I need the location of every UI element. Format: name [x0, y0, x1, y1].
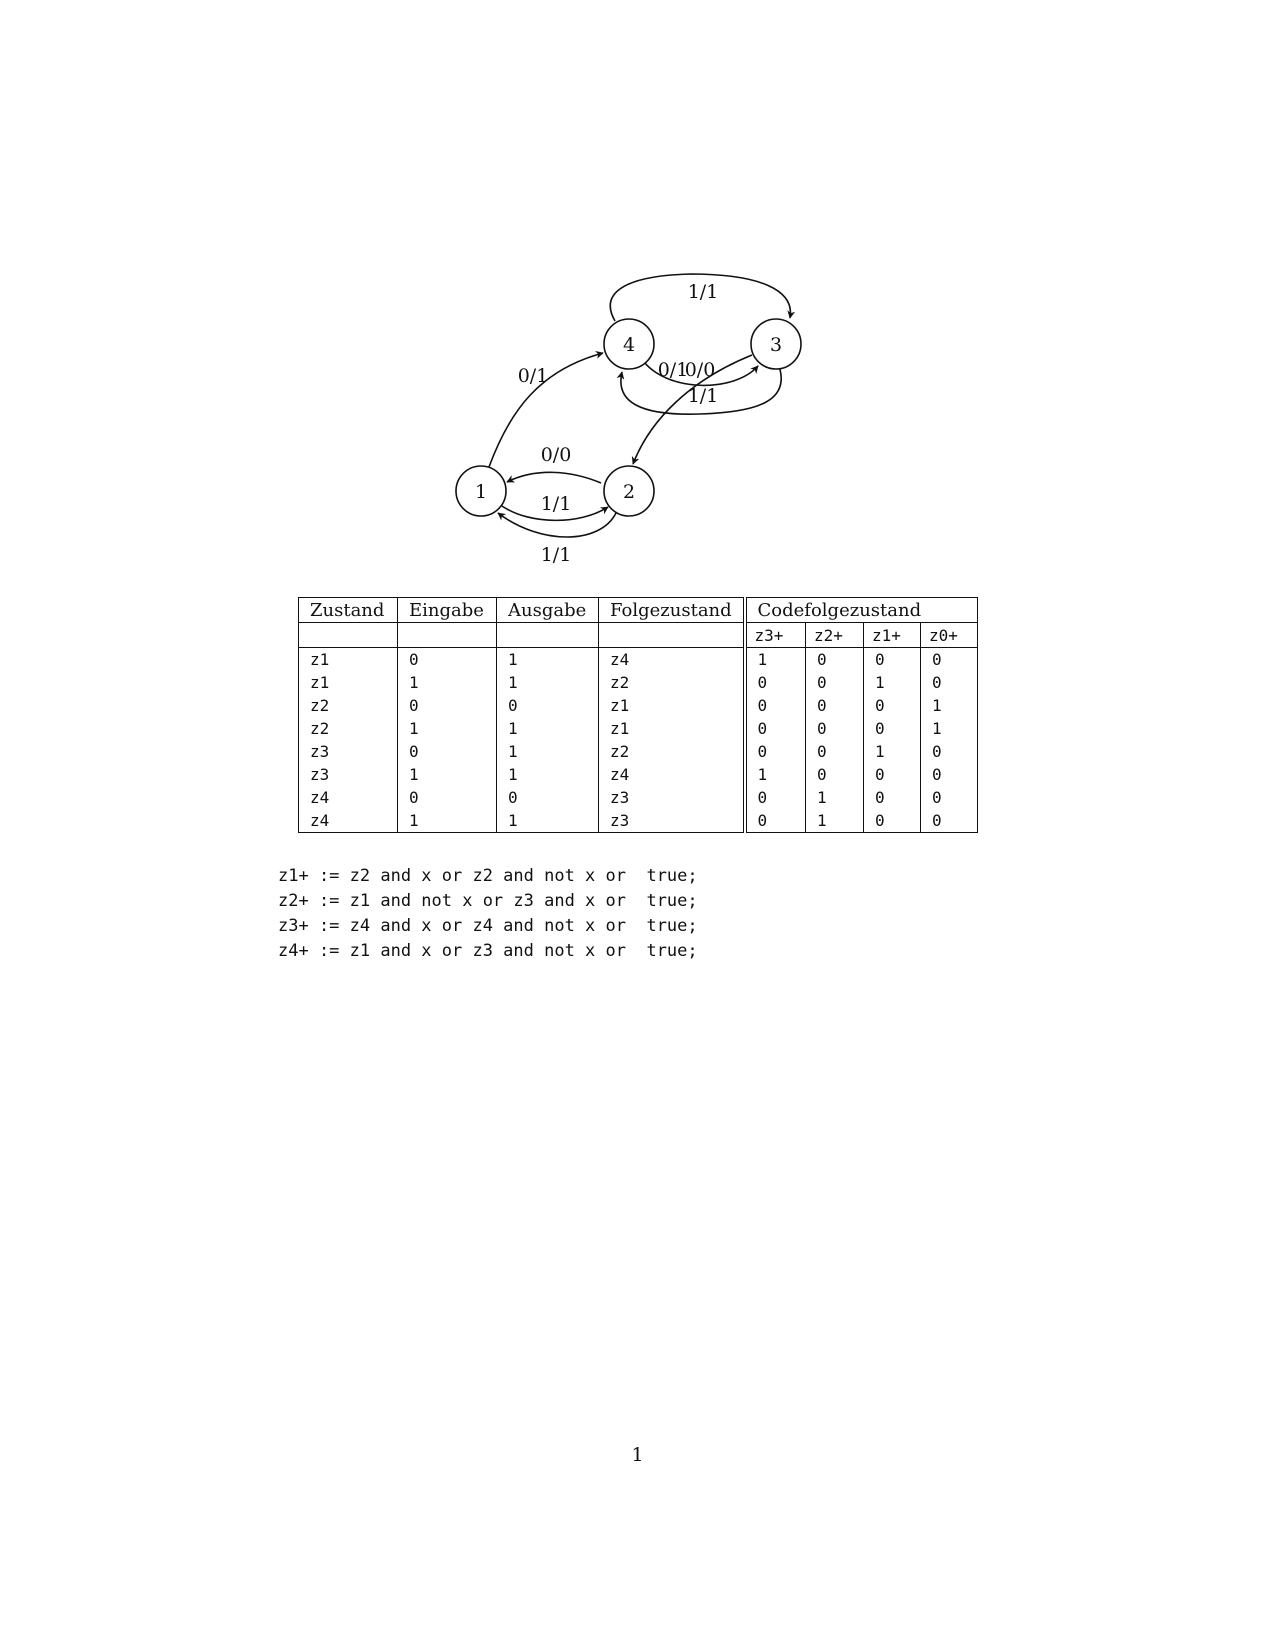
- cell-z1: 0: [864, 694, 921, 717]
- subheader-z2: z2+: [806, 623, 864, 648]
- cell-ausgabe: 0: [497, 786, 599, 809]
- cell-eingabe: 1: [398, 763, 497, 786]
- cell-ausgabe: 1: [497, 648, 599, 672]
- cell-ausgabe: 1: [497, 809, 599, 833]
- cell-folgezustand: z4: [599, 648, 745, 672]
- cell-z2: 1: [806, 786, 864, 809]
- cell-folgezustand: z4: [599, 763, 745, 786]
- cell-z3: 1: [745, 763, 806, 786]
- edge-label-1-to-2: 1/1: [540, 493, 572, 515]
- cell-folgezustand: z1: [599, 694, 745, 717]
- page-number: 1: [631, 1444, 644, 1466]
- cell-ausgabe: 1: [497, 717, 599, 740]
- cell-z3: 0: [745, 717, 806, 740]
- table-row: [299, 740, 978, 763]
- cell-z3: 0: [745, 786, 806, 809]
- cell-z0: 1: [921, 694, 978, 717]
- cell-folgezustand: z1: [599, 717, 745, 740]
- subheader-blank: [497, 623, 599, 648]
- cell-z1: 0: [864, 786, 921, 809]
- edge-2-to-1: [507, 472, 601, 483]
- table-row: [299, 786, 978, 809]
- cell-zustand: z1: [299, 648, 398, 672]
- cell-eingabe: 1: [398, 809, 497, 833]
- subheader-z3: z3+: [745, 623, 806, 648]
- cell-eingabe: 1: [398, 717, 497, 740]
- equation-line: z1+ := z2 and x or z2 and not x or true;: [278, 866, 698, 886]
- state-1-label: 1: [474, 481, 488, 503]
- cell-z1: 0: [864, 648, 921, 672]
- equation-line: z4+ := z1 and x or z3 and not x or true;: [278, 941, 698, 961]
- cell-z1: 0: [864, 809, 921, 833]
- cell-z2: 1: [806, 809, 864, 833]
- subheader-blank: [299, 623, 398, 648]
- cell-ausgabe: 1: [497, 763, 599, 786]
- cell-z1: 0: [864, 763, 921, 786]
- table-row: [299, 763, 978, 786]
- cell-z3: 0: [745, 740, 806, 763]
- cell-folgezustand: z2: [599, 671, 745, 694]
- cell-folgezustand: z3: [599, 809, 745, 833]
- edge-2-to-1-lower: [498, 513, 616, 537]
- edge-label-1-to-4: 0/1: [517, 365, 549, 387]
- cell-eingabe: 0: [398, 648, 497, 672]
- cell-zustand: z3: [299, 763, 398, 786]
- equation-line: z2+ := z1 and not x or z3 and x or true;: [278, 891, 698, 911]
- cell-z2: 0: [806, 648, 864, 672]
- equation-line: z3+ := z4 and x or z4 and not x or true;: [278, 916, 698, 936]
- cell-z0: 0: [921, 763, 978, 786]
- header-zustand: Zustand: [299, 598, 398, 623]
- cell-zustand: z4: [299, 809, 398, 833]
- cell-zustand: z4: [299, 786, 398, 809]
- header-eingabe: Eingabe: [398, 598, 497, 623]
- cell-ausgabe: 0: [497, 694, 599, 717]
- cell-z0: 0: [921, 648, 978, 672]
- state-transition-table: [298, 597, 978, 833]
- subheader-blank: [599, 623, 745, 648]
- cell-ausgabe: 1: [497, 671, 599, 694]
- cell-z2: 0: [806, 671, 864, 694]
- state-3-label: 3: [769, 334, 783, 356]
- cell-eingabe: 0: [398, 740, 497, 763]
- cell-folgezustand: z3: [599, 786, 745, 809]
- header-codefolgezustand: Codefolgezustand: [745, 598, 978, 623]
- state-4-label: 4: [622, 334, 636, 356]
- cell-eingabe: 0: [398, 694, 497, 717]
- table-row: [299, 809, 978, 833]
- cell-zustand: z1: [299, 671, 398, 694]
- cell-eingabe: 0: [398, 786, 497, 809]
- edge-label-2-to-1: 0/0: [540, 444, 572, 466]
- cell-ausgabe: 1: [497, 740, 599, 763]
- cell-z3: 0: [745, 671, 806, 694]
- cell-folgezustand: z2: [599, 740, 745, 763]
- table-row: [299, 648, 978, 672]
- subheader-blank: [398, 623, 497, 648]
- cell-zustand: z2: [299, 694, 398, 717]
- header-folgezustand: Folgezustand: [599, 598, 745, 623]
- cell-z2: 0: [806, 694, 864, 717]
- cell-z3: 1: [745, 648, 806, 672]
- cell-zustand: z3: [299, 740, 398, 763]
- state-diagram: [0, 0, 1275, 580]
- subheader-z0: z0+: [921, 623, 978, 648]
- cell-z3: 0: [745, 809, 806, 833]
- cell-z1: 0: [864, 717, 921, 740]
- edge-label-4-to-3-lower: 0/1: [657, 359, 689, 381]
- cell-z0: 0: [921, 809, 978, 833]
- subheader-z1: z1+: [864, 623, 921, 648]
- cell-z2: 0: [806, 763, 864, 786]
- cell-z0: 0: [921, 671, 978, 694]
- edge-label-3-to-4: 1/1: [687, 385, 719, 407]
- cell-zustand: z2: [299, 717, 398, 740]
- cell-z2: 0: [806, 740, 864, 763]
- cell-z3: 0: [745, 694, 806, 717]
- cell-z1: 1: [864, 671, 921, 694]
- header-ausgabe: Ausgabe: [497, 598, 599, 623]
- cell-z2: 0: [806, 717, 864, 740]
- cell-eingabe: 1: [398, 671, 497, 694]
- edge-label-3-to-2: 0/0: [684, 359, 716, 381]
- state-2-label: 2: [622, 481, 636, 503]
- table-row: [299, 694, 978, 717]
- cell-z0: 0: [921, 740, 978, 763]
- cell-z1: 1: [864, 740, 921, 763]
- cell-z0: 0: [921, 786, 978, 809]
- edge-label-2-to-1-lower: 1/1: [540, 544, 572, 566]
- table-row: [299, 717, 978, 740]
- edge-label-4-to-3-top: 1/1: [687, 281, 719, 303]
- table-row: [299, 671, 978, 694]
- cell-z0: 1: [921, 717, 978, 740]
- boolean-equations: [278, 864, 698, 964]
